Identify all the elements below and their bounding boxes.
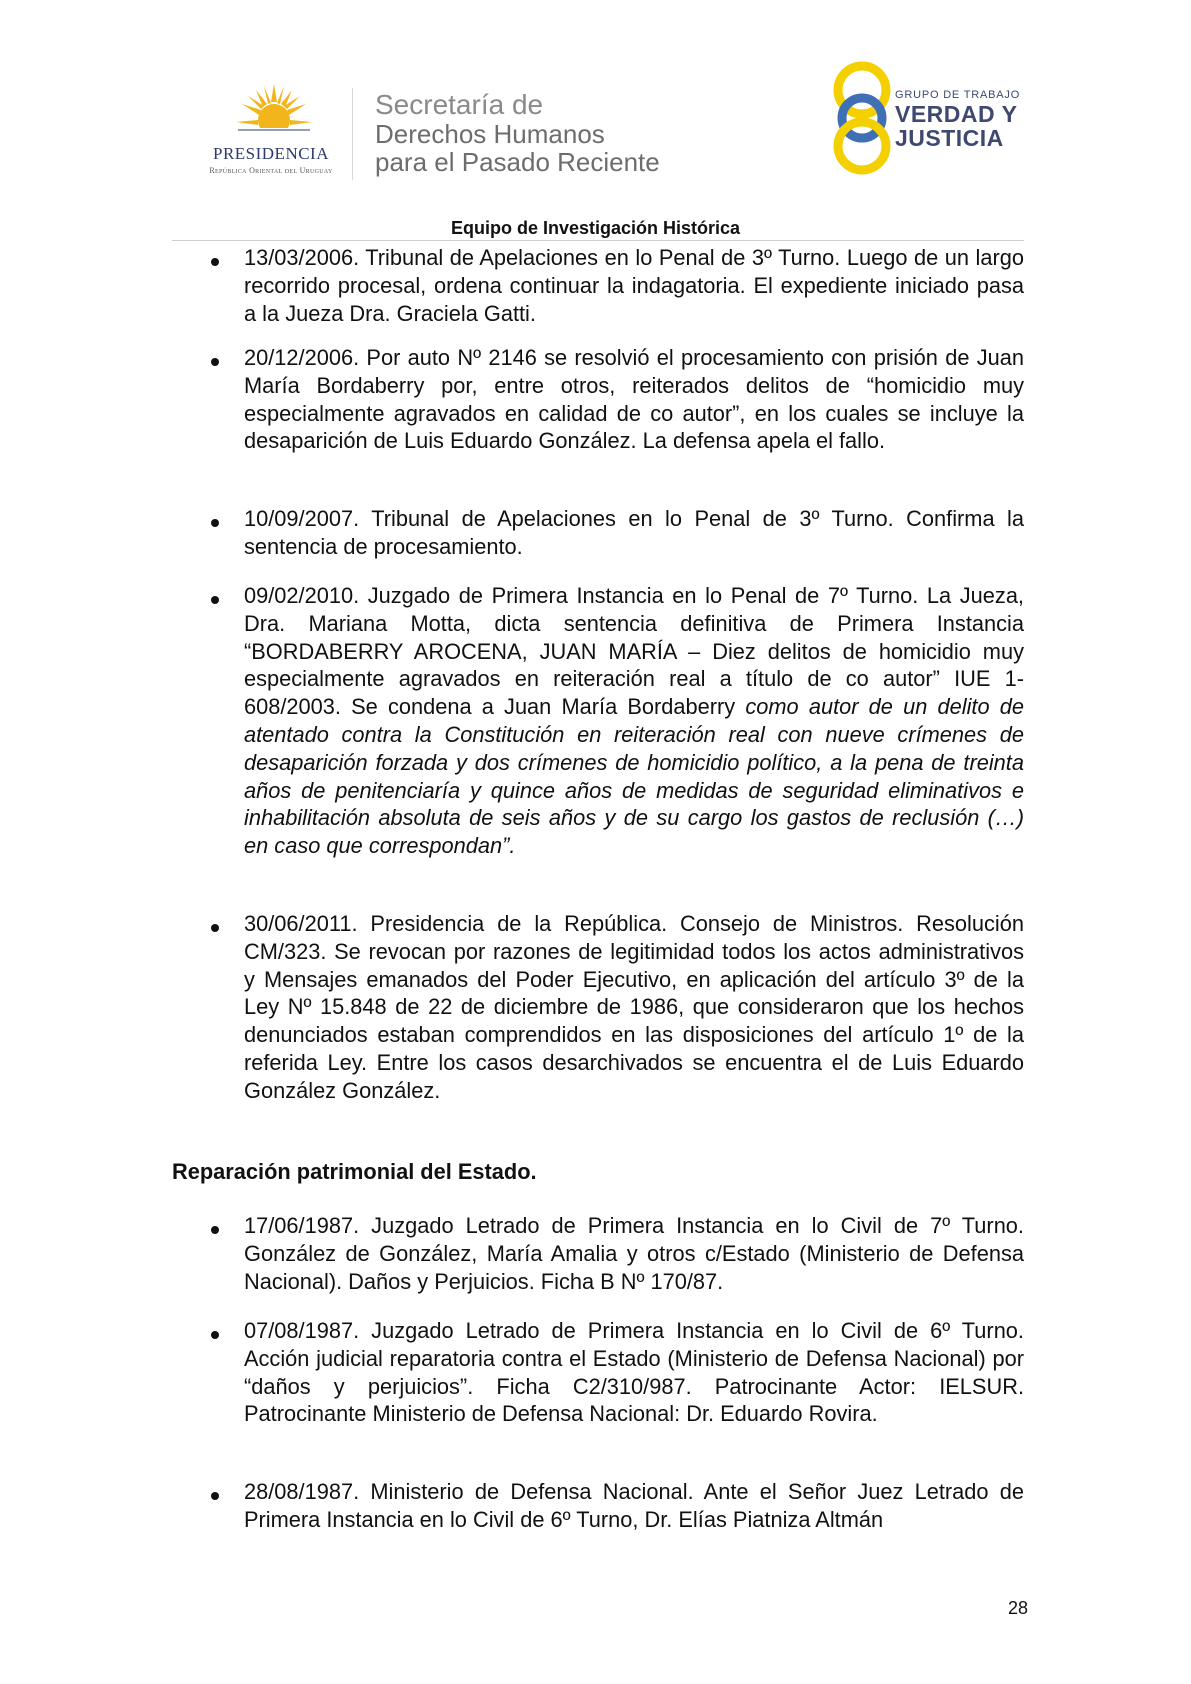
page-header: [0, 0, 1191, 215]
list-item: 30/06/2011. Presidencia de la República. Consejo de Ministros. Resolución CM/323. Se revocan por razones de legitimidad todos los actos administrativos y Mensajes emanados del Poder Ejecutivo, en aplicación del artículo 3º de la Ley Nº 15.848 de 22 de diciembre de 1986, que consideraron que los hechos denunciados estaban comprendidos en las disposiciones del artículo 1º de la referida Ley. Entre los casos desarchivados se encuentra el de Luis Eduardo González González.: [244, 911, 1024, 1103]
secretaria-title: [375, 90, 660, 176]
bullet-icon: [208, 596, 222, 610]
grupo-line-2: VERDAD Y: [895, 101, 1018, 127]
presidencia-subtitle: República Oriental del Uruguay: [209, 166, 333, 175]
presidencia-logo: [196, 80, 346, 180]
bullet-icon: [208, 1331, 222, 1345]
bullet-icon: [208, 1492, 222, 1506]
bullet-icon: [208, 358, 222, 372]
bullet-icon: [208, 924, 222, 938]
secretaria-line-2: Derechos Humanos: [375, 119, 605, 149]
grupo-trabajo-title: [895, 88, 1020, 150]
header-rule: [172, 240, 1024, 241]
section-heading: Reparación patrimonial del Estado.: [172, 1159, 537, 1184]
list-item: 07/08/1987. Juzgado Letrado de Primera Instancia en lo Civil de 6º Turno. Acción judicial reparatoria contra el Estado (Ministerio de Defensa Nacional) por “daños y perjuicios”. Ficha C2/310/987. Patrocinante Actor: IELSUR. Patrocinante Ministerio de Defensa Nacional: Dr. Eduardo Rovira.: [244, 1318, 1024, 1427]
grupo-line-3: JUSTICIA: [895, 125, 1004, 151]
bullet-icon: [208, 519, 222, 533]
bullet-icon: [208, 258, 222, 272]
list-item: 17/06/1987. Juzgado Letrado de Primera Instancia en lo Civil de 7º Turno. González de González, María Amalia y otros c/Estado (Ministerio de Defensa Nacional). Daños y Perjuicios. Ficha B Nº 170/87.: [244, 1213, 1024, 1294]
list-item: [244, 582, 1024, 860]
list-item: 20/12/2006. Por auto Nº 2146 se resolvió el procesamiento con prisión de Juan María Bordaberry por, entre otros, reiterados delitos de “homicidio muy especialmente agravados en calidad de co autor”, en los cuales se incluye la desaparición de Luis Eduardo González. La defensa apela el fallo.: [244, 345, 1024, 454]
list-item: 10/09/2007. Tribunal de Apelaciones en lo Penal de 3º Turno. Confirma la sentencia de procesamiento.: [244, 506, 1024, 559]
list-item-text: 09/02/2010. Juzgado de Primera Instancia en lo Penal de 7º Turno. La Jueza, Dra. Mariana Motta, dicta sentencia definitiva de Primera Instancia “BORDABERRY AROCENA, JUAN MARÍA – Diez delitos de homicidio muy especialmente agravados en reiteración real a título de co autor” IUE 1-608/2003. Se condena a Juan María Bordaberry: [244, 583, 1024, 720]
secretaria-line-3: para el Pasado Reciente: [375, 147, 660, 177]
sun-emblem-icon: [234, 80, 314, 140]
bullet-icon: [208, 1226, 222, 1240]
page-number: 28: [1007, 1598, 1028, 1618]
header-divider: [352, 88, 353, 180]
grupo-line-1: GRUPO DE TRABAJO: [895, 89, 1021, 101]
list-item: 28/08/1987. Ministerio de Defensa Nacional. Ante el Señor Juez Letrado de Primera Instancia en lo Civil de 6º Turno, Dr. Elías Piatniza Altmán: [244, 1479, 1024, 1532]
secretaria-line-1: Secretaría de: [375, 89, 544, 120]
team-title: Equipo de Investigación Histórica: [450, 218, 741, 238]
list-item: 13/03/2006. Tribunal de Apelaciones en lo Penal de 3º Turno. Luego de un largo recorrido procesal, ordena continuar la indagatoria. El expediente iniciado pasa a la Jueza Dra. Graciela Gatti.: [244, 245, 1024, 326]
presidencia-name: PRESIDENCIA: [212, 144, 329, 163]
list-item-quote: como autor de un delito de atentado contra la Constitución en reiteración real con nueve crímenes de desaparición forzada y dos crímenes de homicidio político, a la pena de treinta años de penitenciaría y quince años de medidas de seguridad eliminativos e inhabilitación absoluta de seis años y de su cargo los gastos de reclusión (…) en caso que correspondan”.: [244, 694, 1025, 859]
